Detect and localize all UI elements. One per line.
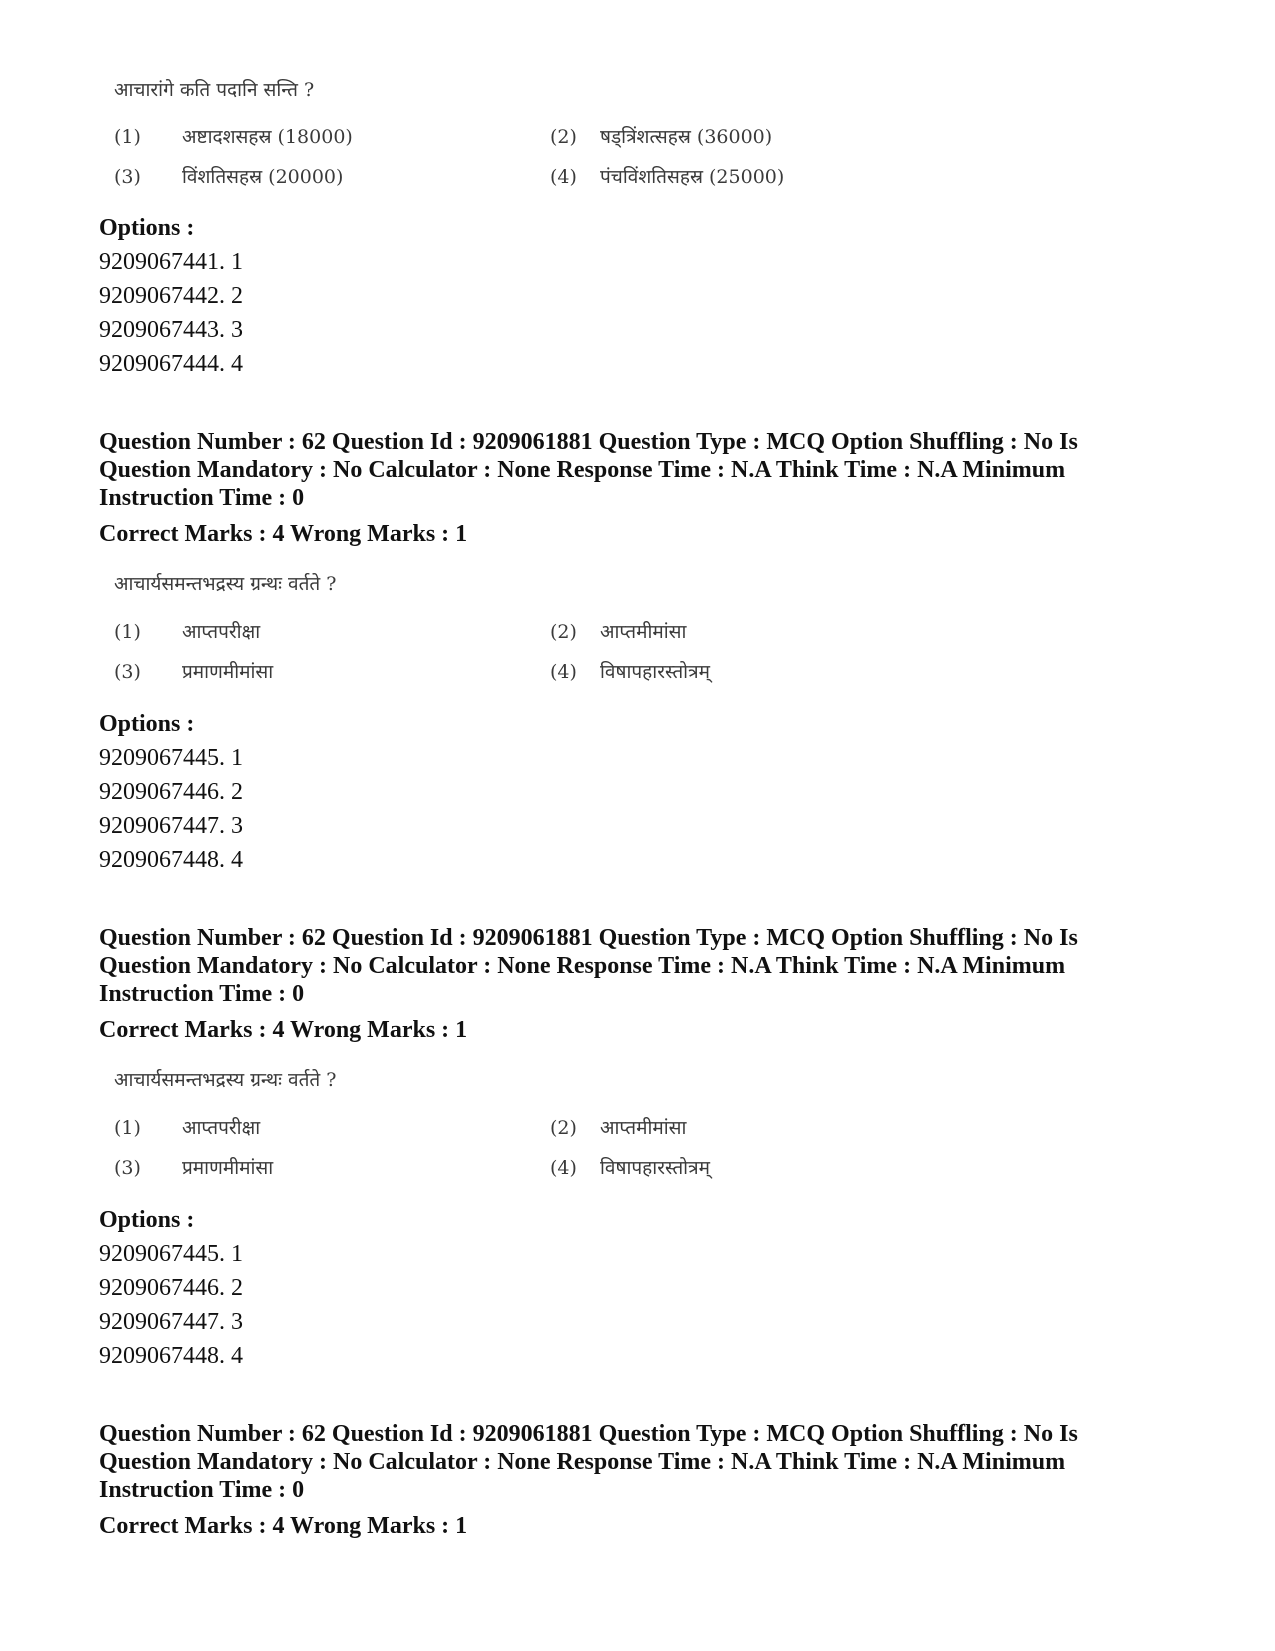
question-metadata [99, 1420, 1179, 1504]
meta-line: Question Mandatory : No Calculator : None Response Time : N.A Think Time : N.A Minimum [99, 953, 1066, 979]
choice-3 [114, 658, 273, 684]
option-item: 9209067447. 3 [99, 813, 243, 839]
choice-3 [114, 1154, 273, 1180]
option-item: 9209067445. 1 [99, 1241, 243, 1267]
option-item: 9209067445. 1 [99, 745, 243, 771]
choice-4 [550, 163, 784, 189]
option-item: 9209067448. 4 [99, 1343, 243, 1369]
option-item: 9209067446. 2 [99, 1275, 243, 1301]
marks-line: Correct Marks : 4 Wrong Marks : 1 [99, 1017, 468, 1043]
meta-line: Question Mandatory : No Calculator : None Response Time : N.A Think Time : N.A Minimum [99, 457, 1066, 483]
choice-2 [550, 123, 772, 149]
choice-text: विंशतिसहस्र (20000) [182, 166, 344, 188]
question-text: आचार्यसमन्तभद्रस्य ग्रन्थः वर्तते ? [114, 573, 337, 595]
option-item: 9209067447. 3 [99, 1309, 243, 1335]
choice-number: (2) [550, 126, 577, 148]
question-image-2 [110, 570, 870, 730]
choice-text: आप्तपरीक्षा [182, 1117, 261, 1139]
option-item: 9209067448. 4 [99, 847, 243, 873]
marks-line: Correct Marks : 4 Wrong Marks : 1 [99, 521, 468, 547]
question-text: आचारांगे कति पदानि सन्ति ? [114, 79, 315, 101]
choice-number: (3) [114, 661, 141, 683]
marks-line: Correct Marks : 4 Wrong Marks : 1 [99, 1513, 468, 1539]
choice-1 [114, 123, 353, 149]
choice-number: (4) [550, 166, 577, 188]
meta-line: Question Number : 62 Question Id : 9209061881 Question Type : MCQ Option Shuffling : No Is [99, 429, 1078, 455]
choice-4 [550, 1154, 710, 1180]
choice-text: आप्तमीमांसा [600, 621, 687, 643]
question-text: आचार्यसमन्तभद्रस्य ग्रन्थः वर्तते ? [114, 1069, 337, 1091]
choice-text: आप्तपरीक्षा [182, 621, 261, 643]
options-label: Options : [99, 215, 195, 241]
choice-1 [114, 618, 260, 644]
choice-text: अष्टादशसहस्र (18000) [182, 126, 353, 148]
meta-line: Instruction Time : 0 [99, 1477, 305, 1503]
meta-line: Instruction Time : 0 [99, 485, 305, 511]
choice-number: (1) [114, 621, 141, 643]
choice-number: (4) [550, 661, 577, 683]
choice-text: प्रमाणमीमांसा [182, 661, 274, 683]
choice-text: आप्तमीमांसा [600, 1117, 687, 1139]
meta-line: Question Number : 62 Question Id : 9209061881 Question Type : MCQ Option Shuffling : No Is [99, 925, 1078, 951]
choice-4 [550, 658, 710, 684]
choice-number: (3) [114, 1157, 141, 1179]
choice-1 [114, 1114, 260, 1140]
choice-3 [114, 163, 343, 189]
options-label: Options : [99, 1207, 195, 1233]
meta-line: Instruction Time : 0 [99, 981, 305, 1007]
choice-number: (1) [114, 1117, 141, 1139]
meta-line: Question Mandatory : No Calculator : None Response Time : N.A Think Time : N.A Minimum [99, 1449, 1066, 1475]
choice-text: प्रमाणमीमांसा [182, 1157, 274, 1179]
question-image-1 [110, 76, 870, 236]
option-item: 9209067443. 3 [99, 317, 243, 343]
choice-text: विषापहारस्तोत्रम् [600, 1157, 710, 1179]
choice-text: विषापहारस्तोत्रम् [600, 661, 710, 683]
choice-text: पंचविंशतिसहस्र (25000) [600, 166, 785, 188]
choice-number: (4) [550, 1157, 577, 1179]
question-image-3 [110, 1066, 870, 1226]
meta-line: Question Number : 62 Question Id : 9209061881 Question Type : MCQ Option Shuffling : No Is [99, 1421, 1078, 1447]
choice-2 [550, 618, 686, 644]
choice-number: (1) [114, 126, 141, 148]
option-item: 9209067446. 2 [99, 779, 243, 805]
choice-text: षड्त्रिंशत्सहस्र (36000) [600, 126, 773, 148]
question-metadata [99, 924, 1179, 1008]
option-item: 9209067442. 2 [99, 283, 243, 309]
option-item: 9209067444. 4 [99, 351, 243, 377]
choice-number: (2) [550, 1117, 577, 1139]
choice-number: (3) [114, 166, 141, 188]
choice-number: (2) [550, 621, 577, 643]
question-metadata [99, 428, 1179, 512]
option-item: 9209067441. 1 [99, 249, 243, 275]
choice-2 [550, 1114, 686, 1140]
options-label: Options : [99, 711, 195, 737]
